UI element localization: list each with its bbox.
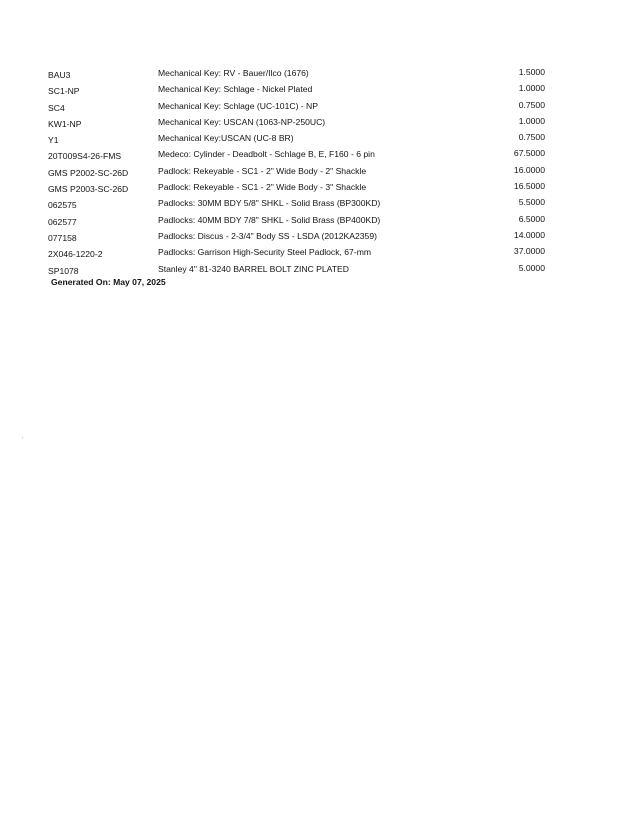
item-description: Padlock: Rekeyable - SC1 - 2" Wide Body - 3" Shackle <box>158 182 367 193</box>
list-item <box>48 229 548 245</box>
list-item <box>48 245 548 261</box>
item-code: SC4 <box>48 102 65 113</box>
item-code: GMS P2003-SC-26D <box>48 184 129 195</box>
list-item <box>48 180 548 196</box>
item-quantity: 0.7500 <box>518 99 545 110</box>
item-code: SC1-NP <box>48 86 80 97</box>
item-code: 077158 <box>48 232 77 243</box>
item-description: Padlocks: Discus - 2-3/4" Body SS - LSDA (2012KA2359) <box>158 230 377 241</box>
item-quantity: 6.5000 <box>518 213 545 224</box>
item-description: Medeco: Cylinder - Deadbolt - Schlage B, E, F160 - 6 pin <box>158 149 375 160</box>
item-quantity: 16.0000 <box>513 164 545 175</box>
list-item <box>48 131 548 147</box>
item-description: Stanley 4" 81-3240 BARREL BOLT ZINC PLATED <box>158 263 349 274</box>
list-item <box>48 147 548 163</box>
item-description: Mechanical Key:USCAN (UC-8 BR) <box>158 133 294 144</box>
item-quantity: 1.5000 <box>518 67 545 77</box>
item-description: Mechanical Key: RV - Bauer/Ilco (1676) <box>158 68 309 78</box>
item-description: Padlocks: 30MM BDY 5/8" SHKL - Solid Brass (BP300KD) <box>158 198 381 209</box>
item-quantity: 37.0000 <box>513 246 545 257</box>
list-item <box>48 66 548 82</box>
item-description: Mechanical Key: USCAN (1063-NP-250UC) <box>158 116 326 127</box>
list-item <box>48 196 548 212</box>
list-item <box>48 213 548 229</box>
item-code: Y1 <box>48 135 59 146</box>
item-quantity: 1.0000 <box>518 115 545 126</box>
item-quantity: 1.0000 <box>518 83 545 94</box>
list-item <box>48 99 548 115</box>
item-description: Mechanical Key: Schlage (UC-101C) - NP <box>158 100 318 111</box>
list-item <box>48 262 548 278</box>
item-list <box>48 66 548 278</box>
item-description: Padlock: Rekeyable - SC1 - 2" Wide Body - 2" Shackle <box>158 165 367 176</box>
item-code: 2X046-1220-2 <box>48 249 103 260</box>
item-quantity: 16.5000 <box>513 181 545 192</box>
item-code: SP1078 <box>48 265 79 276</box>
item-code: BAU3 <box>48 70 71 80</box>
item-code: 062575 <box>48 200 77 211</box>
item-quantity: 14.0000 <box>513 229 545 240</box>
item-code: 20T009S4-26-FMS <box>48 151 122 162</box>
item-description: Padlocks: Garrison High-Security Steel Padlock, 67-mm <box>158 247 372 258</box>
item-code: KW1-NP <box>48 118 82 129</box>
item-description: Mechanical Key: Schlage - Nickel Plated <box>158 84 313 95</box>
item-quantity: 0.7500 <box>518 132 545 143</box>
item-description: Padlocks: 40MM BDY 7/8" SHKL - Solid Brass (BP400KD) <box>158 214 381 225</box>
item-quantity: 5.0000 <box>518 262 545 273</box>
item-code: GMS P2002-SC-26D <box>48 167 129 178</box>
list-item <box>48 115 548 131</box>
item-quantity: 67.5000 <box>513 148 545 159</box>
list-item <box>48 82 548 98</box>
item-quantity: 5.5000 <box>518 197 545 208</box>
generated-on-label: Generated On: May 07, 2025 <box>51 277 166 287</box>
list-item <box>48 164 548 180</box>
item-code: 062577 <box>48 216 77 227</box>
scan-speck <box>22 437 23 438</box>
